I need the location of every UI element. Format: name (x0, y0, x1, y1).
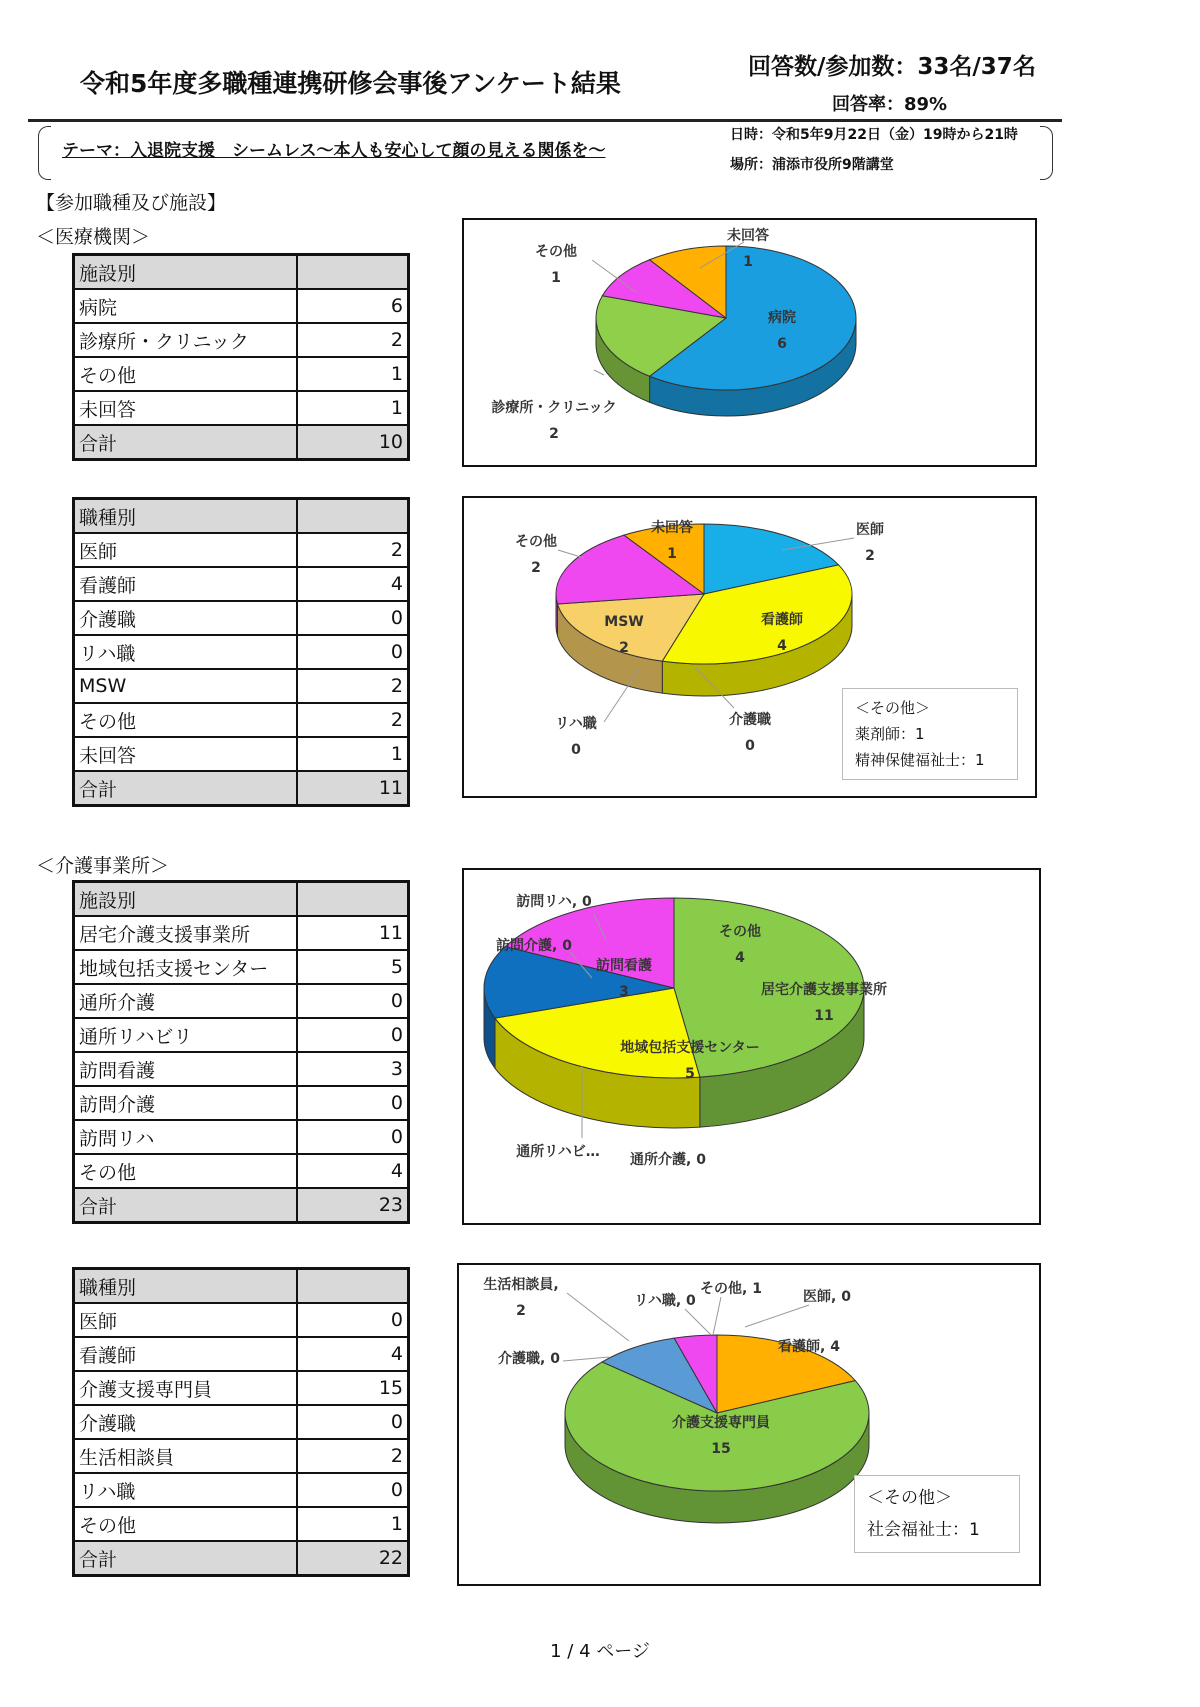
pie-label-value: 1 (667, 546, 677, 562)
table-total-row (74, 1188, 409, 1223)
pie-label-name: 看護師, 4 (778, 1339, 840, 1355)
table-header-row (74, 255, 409, 290)
row-label: 居宅介護支援事業所 (74, 916, 298, 950)
row-value: 0 (297, 1303, 409, 1337)
response-rate: 回答率：89% (832, 94, 948, 115)
row-label: 未回答 (74, 391, 298, 425)
row-label: 介護支援専門員 (74, 1371, 298, 1405)
row-value: 0 (297, 1018, 409, 1052)
row-label: 介護職 (74, 601, 298, 635)
note-title: ＜その他＞ (855, 699, 931, 717)
row-value: 2 (297, 669, 409, 703)
theme-bracket-left (38, 126, 51, 180)
note-line: 薬剤師：1 (855, 725, 925, 743)
table-row (74, 1371, 409, 1405)
table-row (74, 737, 409, 771)
pie-label-value: 3 (619, 984, 629, 1000)
row-label: 通所リハビリ (74, 1018, 298, 1052)
theme-text: テーマ：入退院支援 シームレス～本人も安心して顔の見える関係を～ (62, 141, 606, 161)
total-label: 合計 (74, 1541, 298, 1576)
total-value: 22 (297, 1541, 409, 1576)
table-row (74, 1473, 409, 1507)
total-label: 合計 (74, 771, 298, 806)
row-label: 介護職 (74, 1405, 298, 1439)
pie-label-value: 2 (619, 640, 629, 656)
pie-label-name: 介護職 (729, 712, 771, 728)
table-row (74, 289, 409, 323)
row-value: 0 (297, 635, 409, 669)
row-label: その他 (74, 1507, 298, 1541)
medical-heading: ＜医療機関＞ (36, 226, 151, 248)
total-value: 23 (297, 1188, 409, 1223)
pie-label-name: 生活相談員, (483, 1277, 559, 1293)
pie-top (596, 246, 856, 390)
row-label: その他 (74, 357, 298, 391)
table-row (74, 1405, 409, 1439)
pie-label-name: 診療所・クリニック (491, 400, 617, 416)
row-value: 5 (297, 950, 409, 984)
row-label: 看護師 (74, 567, 298, 601)
care-heading: ＜介護事業所＞ (36, 855, 170, 877)
care-facility-table (72, 880, 410, 1224)
total-label: 合計 (74, 1188, 298, 1223)
pie-label-name: 介護支援専門員 (672, 1415, 770, 1431)
table-row (74, 1086, 409, 1120)
pie-label-name: 地域包括支援センター (620, 1040, 760, 1056)
pie-label-value: 2 (516, 1303, 526, 1319)
pie-label-name: 医師, 0 (803, 1289, 851, 1305)
row-value: 2 (297, 533, 409, 567)
table-header-label: 施設別 (74, 882, 298, 917)
event-place: 場所：浦添市役所9階講堂 (730, 157, 894, 173)
row-value: 0 (297, 1120, 409, 1154)
table-row (74, 950, 409, 984)
label-leader-0 (745, 1305, 809, 1327)
table-row (74, 1018, 409, 1052)
total-value: 10 (297, 425, 409, 460)
section-heading: 【参加職種及び施設】 (36, 192, 227, 214)
row-value: 4 (297, 567, 409, 601)
pie-label-name: 通所介護, 0 (630, 1152, 706, 1168)
row-value: 0 (297, 984, 409, 1018)
row-value: 3 (297, 1052, 409, 1086)
table-header-row (74, 882, 409, 917)
pie-label-name: 看護師 (761, 612, 803, 628)
pie-label-value: 0 (571, 742, 581, 758)
table-row (74, 1439, 409, 1473)
row-value: 1 (297, 357, 409, 391)
pie-label-value: 11 (814, 1008, 834, 1024)
chart-medical-facility-svg (464, 220, 1035, 465)
row-label: リハ職 (74, 635, 298, 669)
pie-label-name: 介護職, 0 (498, 1351, 560, 1367)
label-leader-1 (594, 370, 604, 375)
row-label: MSW (74, 669, 298, 703)
row-label: リハ職 (74, 1473, 298, 1507)
pie-top (565, 1335, 869, 1491)
row-label: 地域包括支援センター (74, 950, 298, 984)
pie-label-value: 0 (745, 738, 755, 754)
pie-label-value: 2 (865, 548, 875, 564)
care-role-table (72, 1267, 410, 1577)
row-label: 未回答 (74, 737, 298, 771)
table-header-row (74, 499, 409, 534)
label-leader-5 (558, 550, 584, 558)
chart-care-facility (462, 868, 1041, 1225)
row-label: 診療所・クリニック (74, 323, 298, 357)
pie-label-value: 2 (549, 426, 559, 442)
pie-label-name: 通所リハビ… (516, 1144, 600, 1160)
table-header-label: 施設別 (74, 255, 298, 290)
pie-label-name: 訪問看護 (596, 958, 652, 974)
row-value: 11 (297, 916, 409, 950)
row-label: 医師 (74, 1303, 298, 1337)
row-value: 2 (297, 1439, 409, 1473)
pie-label-name: 病院 (768, 310, 796, 326)
table-row (74, 1337, 409, 1371)
chart-care-role (457, 1263, 1041, 1586)
table-row (74, 1303, 409, 1337)
row-value: 6 (297, 289, 409, 323)
table-header-label: 職種別 (74, 499, 298, 534)
pie-label-value: 1 (743, 254, 753, 270)
table-header-row (74, 1269, 409, 1304)
row-value: 0 (297, 1405, 409, 1439)
pie-label-name: 訪問リハ, 0 (516, 894, 592, 910)
pie-label-name: 医師 (856, 522, 884, 538)
table-row (74, 1120, 409, 1154)
row-value: 2 (297, 323, 409, 357)
pie-label-value: 4 (777, 638, 787, 654)
row-label: その他 (74, 703, 298, 737)
pie-top (556, 524, 852, 664)
table-row (74, 1052, 409, 1086)
row-value: 1 (297, 1507, 409, 1541)
row-label: 生活相談員 (74, 1439, 298, 1473)
note-line: 精神保健福祉士：1 (855, 751, 985, 769)
page-footer: 1 / 4 ページ (550, 1641, 650, 1662)
theme-bracket-right (1040, 126, 1053, 180)
table-row (74, 1154, 409, 1188)
table-row (74, 357, 409, 391)
table-row (74, 916, 409, 950)
table-row (74, 391, 409, 425)
label-leader-3 (563, 1357, 609, 1361)
row-label: 通所介護 (74, 984, 298, 1018)
pie-label-value: 1 (551, 270, 561, 286)
medical-facility-table (72, 253, 410, 461)
row-value: 4 (297, 1337, 409, 1371)
label-leader-4 (567, 1293, 629, 1341)
pie-label-name: その他, 1 (700, 1281, 762, 1297)
pie-label-name: リハ職 (555, 716, 597, 732)
chart-care-facility-svg (464, 870, 1039, 1223)
chart-medical-facility (462, 218, 1037, 467)
medical-role-table (72, 497, 410, 807)
table-row (74, 669, 409, 703)
pie-label-name: その他 (535, 244, 577, 260)
table-row (74, 323, 409, 357)
table-row (74, 533, 409, 567)
note-title: ＜その他＞ (867, 1488, 952, 1508)
row-label: 訪問看護 (74, 1052, 298, 1086)
table-total-row (74, 1541, 409, 1576)
page-title: 令和5年度多職種連携研修会事後アンケート結果 (80, 69, 621, 98)
pie-label-name: 未回答 (651, 520, 693, 536)
row-value: 1 (297, 737, 409, 771)
pie-label-name: 訪問介護, 0 (496, 938, 572, 954)
response-count: 回答数/参加数：33名/37名 (748, 54, 1036, 80)
pie-label-value: 15 (711, 1441, 731, 1457)
row-value: 0 (297, 1086, 409, 1120)
row-value: 15 (297, 1371, 409, 1405)
label-leader-6 (713, 1297, 721, 1335)
row-label: 病院 (74, 289, 298, 323)
pie-label-name: リハ職, 0 (634, 1293, 696, 1309)
row-label: 医師 (74, 533, 298, 567)
table-row (74, 635, 409, 669)
table-row (74, 567, 409, 601)
pie-label-value: 6 (777, 336, 787, 352)
row-label: 訪問介護 (74, 1086, 298, 1120)
row-value: 0 (297, 1473, 409, 1507)
row-label: その他 (74, 1154, 298, 1188)
care-role-note (854, 1475, 1020, 1553)
table-header-label: 職種別 (74, 1269, 298, 1304)
total-value: 11 (297, 771, 409, 806)
medical-role-note (842, 688, 1018, 780)
pie-label-name: 未回答 (727, 228, 769, 244)
row-value: 0 (297, 601, 409, 635)
pie-label-name: 居宅介護支援事業所 (761, 982, 887, 998)
note-line: 社会福祉士：1 (867, 1520, 980, 1540)
row-value: 1 (297, 391, 409, 425)
pie-label-value: 2 (531, 560, 541, 576)
pie-label-value: 4 (735, 950, 745, 966)
table-row (74, 703, 409, 737)
table-total-row (74, 771, 409, 806)
row-label: 訪問リハ (74, 1120, 298, 1154)
table-row (74, 601, 409, 635)
total-label: 合計 (74, 425, 298, 460)
table-row (74, 984, 409, 1018)
table-total-row (74, 425, 409, 460)
row-value: 4 (297, 1154, 409, 1188)
row-value: 2 (297, 703, 409, 737)
event-datetime: 日時：令和5年9月22日（金）19時から21時 (730, 127, 1018, 143)
pie-label-value: 5 (685, 1066, 695, 1082)
row-label: 看護師 (74, 1337, 298, 1371)
chart-medical-role (462, 496, 1037, 798)
header-divider (28, 119, 1062, 122)
pie-label-name: その他 (515, 534, 557, 550)
pie-label-name: MSW (604, 614, 644, 630)
table-row (74, 1507, 409, 1541)
label-leader-5 (685, 1309, 711, 1335)
pie-label-name: その他 (719, 924, 761, 940)
